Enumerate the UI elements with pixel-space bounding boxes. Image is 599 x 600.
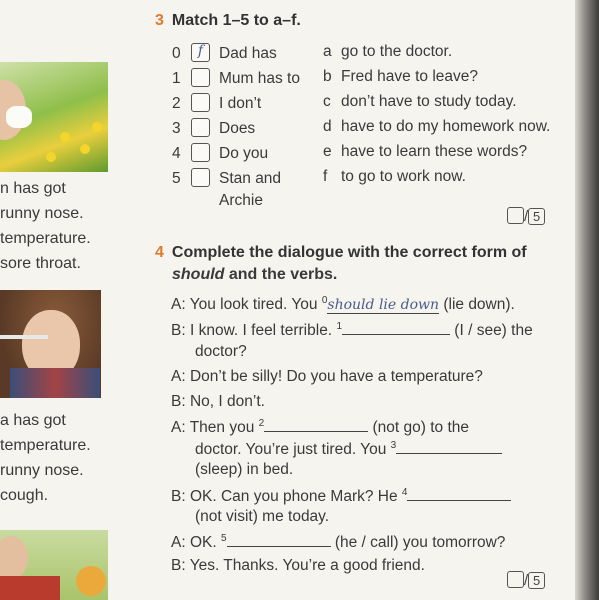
answer-box[interactable] [191, 168, 210, 187]
item-text: Dad has [219, 45, 277, 62]
item-number: 4 [172, 145, 181, 162]
score-input-box[interactable] [507, 571, 524, 588]
option-text: Fred have to leave? [341, 68, 479, 85]
option-letter: d [323, 118, 332, 135]
item-number: 5 [172, 170, 181, 187]
item-number: 1 [172, 70, 181, 87]
item-text: Mum has to [219, 70, 300, 87]
score-box: / 5 [507, 207, 545, 225]
exercise-number: 3 [155, 12, 164, 29]
speaker-label: A: [171, 534, 186, 551]
speaker-label: B: [171, 393, 186, 410]
exercise-title: Match 1–5 to a–f. [171, 12, 301, 29]
exercise4-heading [155, 244, 527, 262]
item-text: I don’t [219, 95, 262, 112]
title-italic-word: should [172, 266, 225, 283]
dialogue-line: A: Don’t be silly! Do you have a temperature? [171, 368, 483, 385]
option-text: to go to work now. [341, 168, 466, 185]
left-text-line: cough. [0, 487, 49, 504]
dialogue-line: A: OK. $^5$ (he / call) you tomorrow? [171, 533, 506, 551]
answer-blank-3[interactable] [396, 439, 502, 454]
dialogue-line-continued: (sleep) in bed. [195, 461, 294, 478]
answer-box[interactable] [191, 43, 210, 62]
speaker-label: A: [171, 368, 186, 385]
answer-box[interactable] [191, 143, 210, 162]
score-max: 5 [528, 208, 545, 225]
item-text: Do you [219, 145, 269, 162]
option-letter: e [323, 143, 332, 160]
item-text: Does [219, 120, 256, 137]
example-answer: should lie down [327, 297, 440, 313]
dialogue-line-continued: (not visit) me today. [195, 508, 330, 525]
left-text-line: runny nose. [0, 205, 84, 222]
score-input-box[interactable] [507, 207, 524, 224]
left-text-line: runny nose. [0, 462, 84, 479]
option-text: have to do my homework now. [341, 118, 551, 135]
speaker-label: B: [171, 488, 186, 505]
option-letter: c [323, 93, 331, 110]
option-letter: f [323, 168, 328, 185]
score-box: / 5 [507, 571, 545, 589]
dialogue-line: B: OK. Can you phone Mark? He $^4$ [171, 486, 511, 506]
answer-box[interactable] [191, 68, 210, 87]
dialogue-line: B: I know. I feel terrible. $^1$ (I / see) the [171, 321, 533, 339]
option-letter: b [323, 68, 332, 85]
speaker-label: B: [171, 322, 186, 339]
dialogue-line: B: No, I don’t. [171, 393, 265, 410]
answer-blank-1[interactable] [342, 320, 450, 335]
left-text-line: sore throat. [0, 255, 81, 272]
sick-child-photo [0, 530, 108, 600]
dialogue-line-continued: doctor? [195, 343, 247, 360]
answer-box[interactable] [191, 118, 210, 137]
answer-blank-4[interactable] [407, 486, 511, 501]
girl-thermometer-photo [0, 290, 101, 398]
left-text-line: temperature. [0, 230, 91, 247]
left-text-line: temperature. [0, 437, 91, 454]
dialogue-line-continued: doctor. You’re just tired. You $^3$ [195, 439, 502, 459]
speaker-label: A: [171, 296, 186, 313]
dialogue-line: B: Yes. Thanks. You’re a good friend. [171, 557, 425, 574]
item-number: 3 [172, 120, 181, 137]
item-number: 0 [172, 45, 181, 62]
item-text: Stan and [219, 170, 282, 187]
score-max: 5 [528, 572, 545, 589]
exercise-title: Complete the dialogue with the correct form of [171, 244, 527, 261]
sneezing-woman-photo [0, 62, 108, 172]
dialogue-line: A: You look tired. You $^0$should lie down (lie down). [171, 295, 515, 313]
item-number: 2 [172, 95, 181, 112]
option-text: go to the doctor. [341, 43, 453, 60]
option-text: don’t have to study today. [341, 93, 517, 110]
speaker-label: A: [171, 419, 186, 436]
book-spine-shadow [575, 0, 599, 600]
exercise-number: 4 [155, 244, 164, 261]
left-text-line: n has got [0, 180, 66, 197]
exercise3-heading [155, 12, 301, 30]
dialogue-line: A: Then you $^2$ (not go) to the [171, 418, 469, 436]
item-text-continued: Archie [219, 192, 263, 209]
option-letter: a [323, 43, 332, 60]
answer-blank-5[interactable] [227, 532, 331, 547]
option-text: have to learn these words? [341, 143, 528, 160]
exercise4-heading-line2: should and the verbs. [172, 266, 338, 283]
answer-text: f [197, 43, 204, 59]
answer-box[interactable] [191, 93, 210, 112]
left-text-line: a has got [0, 412, 66, 429]
answer-blank-2[interactable] [264, 417, 368, 432]
speaker-label: B: [171, 557, 186, 574]
